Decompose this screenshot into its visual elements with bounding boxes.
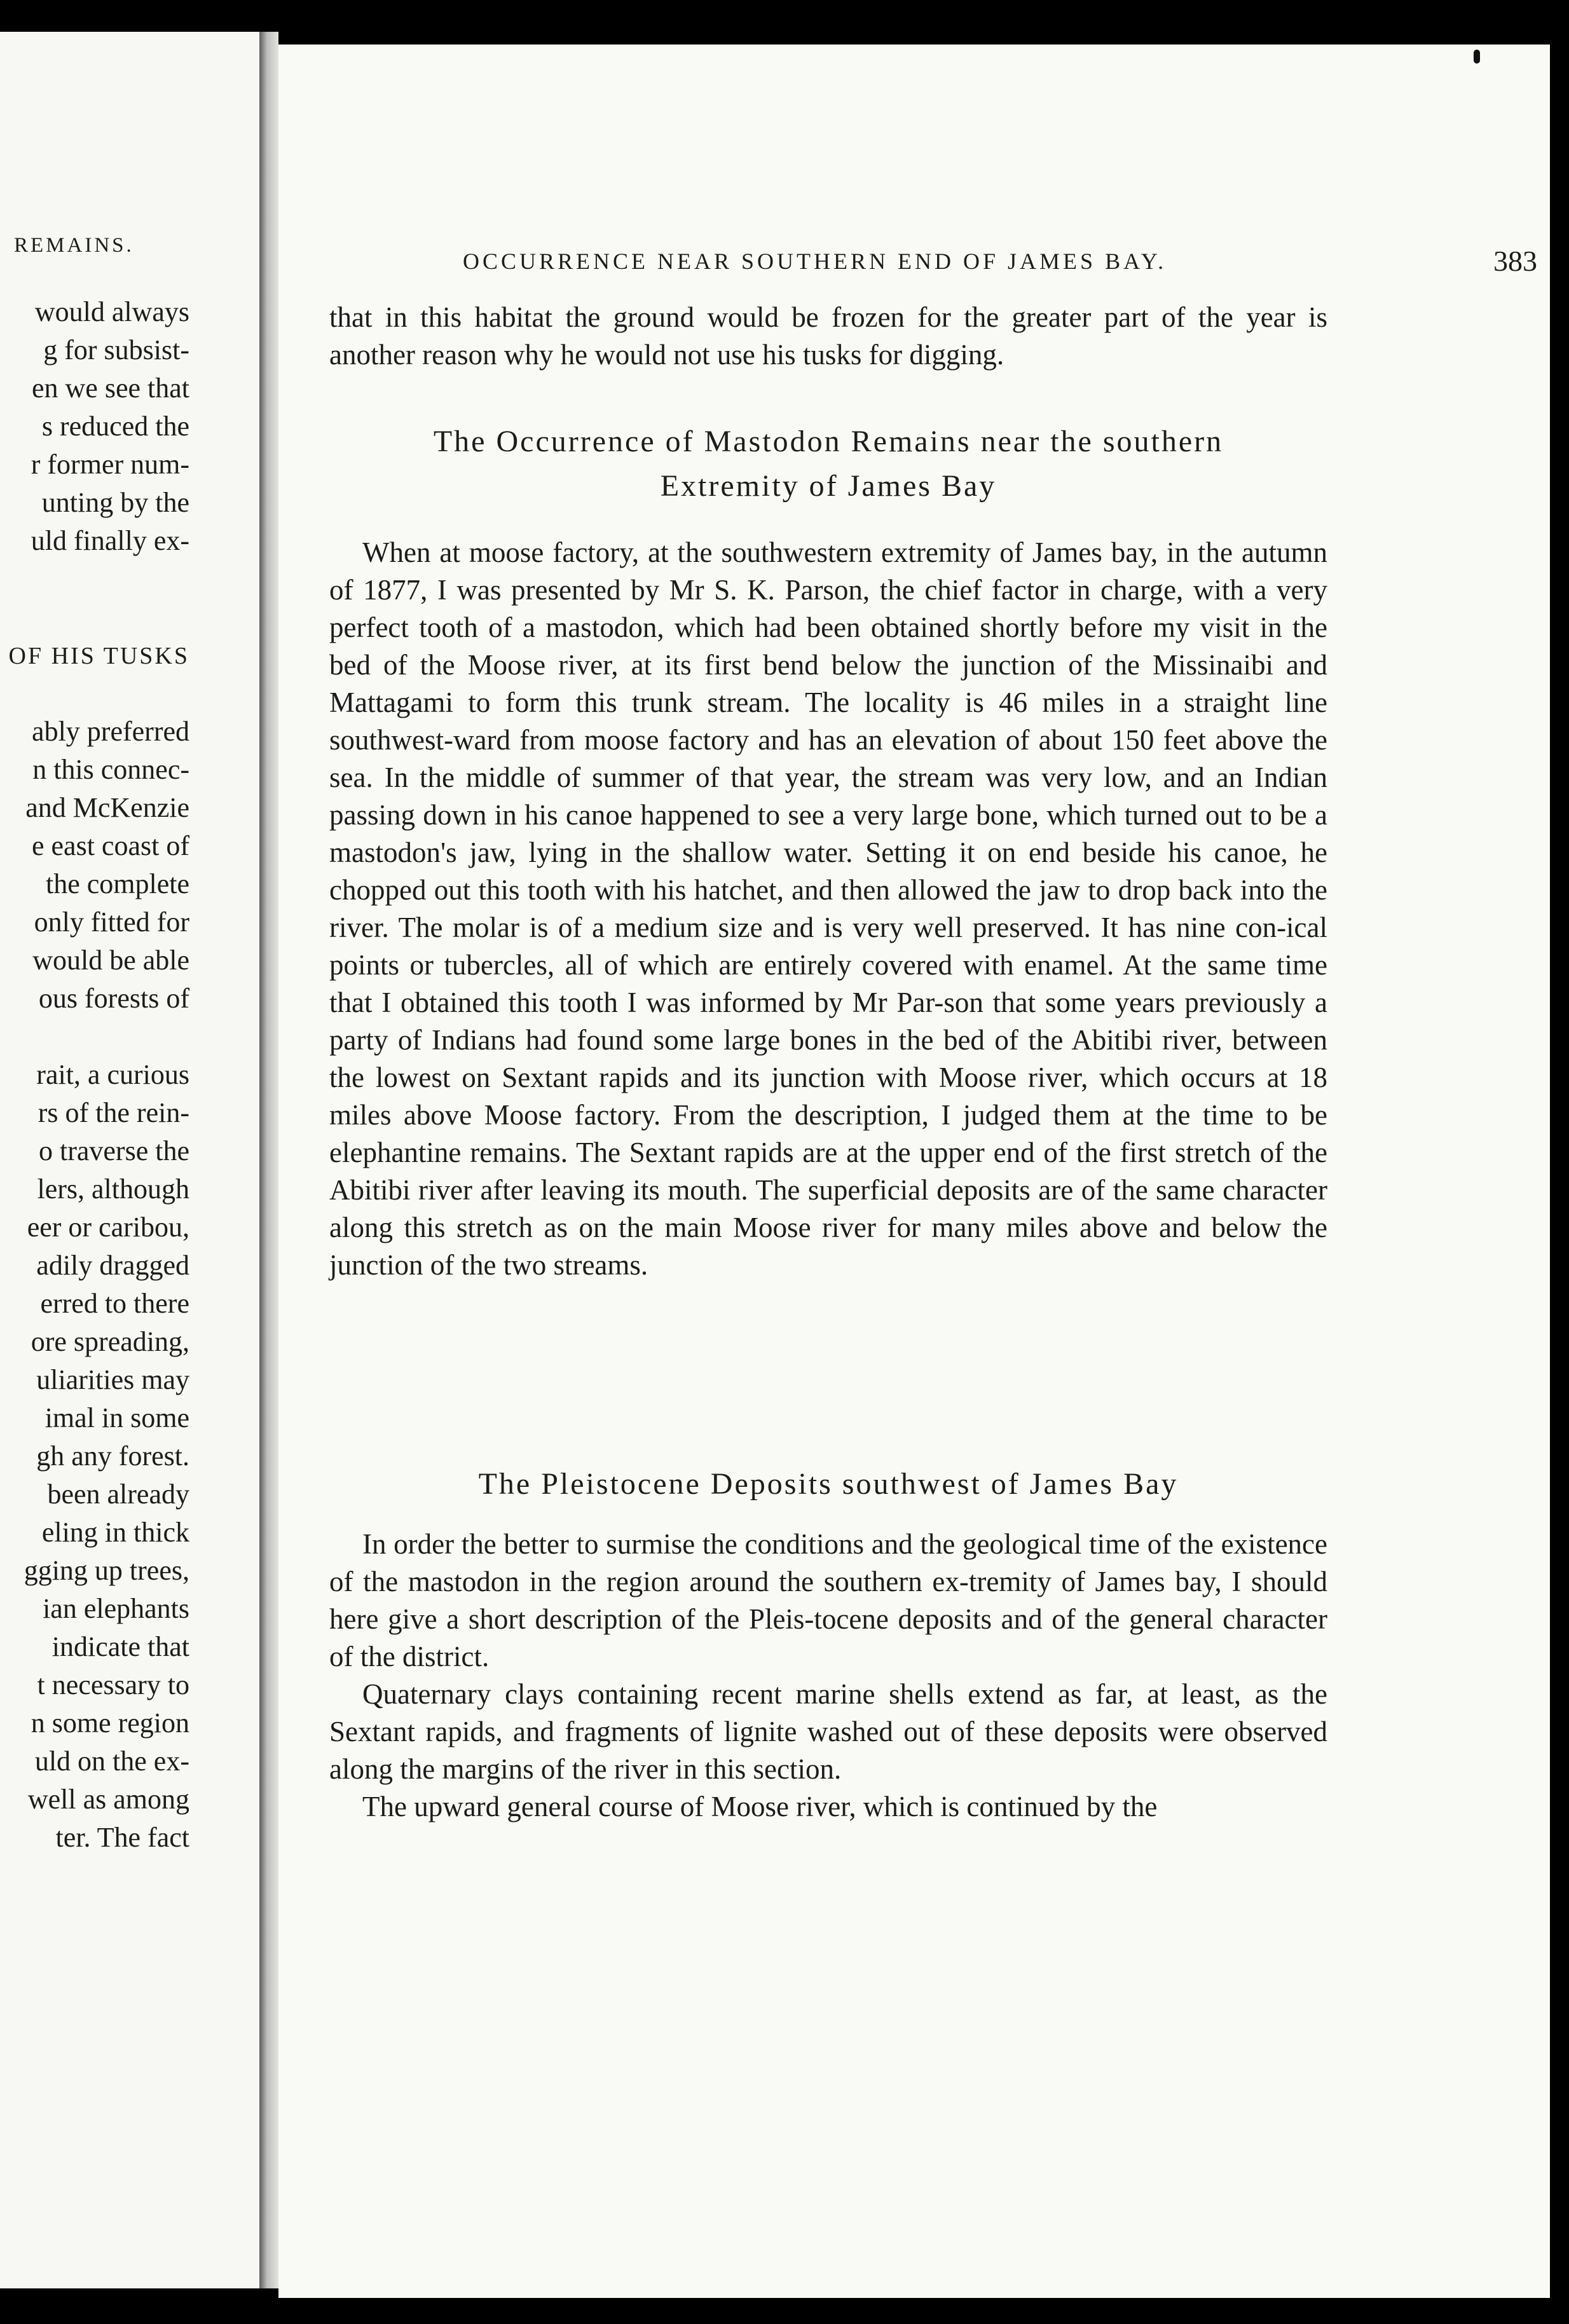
- intro-paragraph-block: [329, 299, 1327, 374]
- left-text-line: r former num-: [31, 449, 189, 480]
- left-text-line: lers, although: [37, 1173, 189, 1205]
- section2-paragraph-3: The upward general course of Moose river, which is continued by the: [362, 1791, 1158, 1822]
- section1-paragraph: When at moose factory, at the southwestern extremity of James bay, in the autumn of 1877, I was presented by Mr S. K. Parson, the chief factor in charge, with a very perfect tooth of a mastodon, which had been obtained shortly before my visit in the bed of the Moose river, at its first bend below the junction of the Missinaibi and Mattagami to form this trunk stream. The locality is 46 miles in a straight line southwest-ward from moose factory and has an elevation of about 150 feet above the sea. In the middle of summer of that year, the stream was very low, and an Indian passing down in his canoe happened to see a very large bone, which turned out to be a mastodon's jaw, lying in the shallow water. Setting it on end beside his canoe, he chopped out this tooth with his hatchet, and then allowed the jaw to drop back into the river. The molar is of a medium size and is very well preserved. It has nine con-ical points or tubercles, all of which are entirely covered with enamel. At the same time that I obtained this tooth I was informed by Mr Par-son that some years previously a party of Indians had found some large bones in the bed of the Abitibi river, between the lowest on Sextant rapids and its junction with Moose river, which occurs at 18 miles above Moose factory. From the description, I judged them at the time to be elephantine remains. The Sextant rapids are at the upper end of the first stretch of the Abitibi river after leaving its mouth. The superficial deposits are of the same character along this stretch as on the main Moose river for many miles above and below the junction of the two streams.: [329, 537, 1327, 1281]
- left-text-line: would be able: [32, 945, 189, 976]
- left-running-header: REMAINS.: [14, 234, 134, 257]
- left-text-line: t necessary to: [37, 1669, 189, 1700]
- left-text-line: uld on the ex-: [34, 1746, 189, 1777]
- page-number: 383: [1493, 245, 1537, 277]
- left-text-line: uliarities may: [36, 1364, 189, 1395]
- left-text-line: unting by the: [41, 487, 189, 518]
- left-text-line: e east coast of: [32, 830, 189, 861]
- left-section-heading: OF HIS TUSKS: [8, 643, 189, 669]
- left-text-line: s reduced the: [41, 411, 189, 442]
- section2-paragraph-2: Quaternary clays containing recent marine shells extend as far, at least, as the Sextant rapids, and fragments of lignite washed out of these deposits were observed along the margins of the river in this section.: [329, 1678, 1327, 1785]
- left-text-line: and McKenzie: [25, 792, 189, 823]
- left-text-line: erred to there: [40, 1288, 189, 1319]
- page-header: [463, 245, 1537, 286]
- section1-heading: [329, 420, 1327, 509]
- left-text-line: en we see that: [32, 373, 189, 404]
- left-text-line: ably preferred: [32, 716, 189, 747]
- left-text-line: adily dragged: [36, 1250, 189, 1281]
- left-text-line: gh any forest.: [36, 1440, 189, 1472]
- left-text-line: eling in thick: [41, 1517, 189, 1548]
- section1-heading-line1: The Occurrence of Mastodon Remains near the southern: [433, 425, 1224, 458]
- left-text-line: imal in some: [45, 1402, 189, 1433]
- left-text-line: n some region: [31, 1707, 189, 1739]
- running-title: OCCURRENCE NEAR SOUTHERN END OF JAMES BAY.: [463, 249, 1167, 274]
- left-text-line: only fitted for: [34, 906, 189, 938]
- book-gutter: [259, 32, 278, 2288]
- left-page-fragment: [0, 32, 259, 2288]
- section1-paragraph-block: [329, 534, 1327, 1284]
- section2-heading: The Pleistocene Deposits southwest of James Bay: [478, 1467, 1179, 1501]
- left-text-line: gging up trees,: [24, 1555, 189, 1586]
- left-text-line: ter. The fact: [55, 1822, 189, 1853]
- section1-heading-line2: Extremity of James Bay: [660, 469, 997, 503]
- left-text-line: ore spreading,: [31, 1326, 189, 1357]
- left-text-line: well as among: [27, 1784, 189, 1815]
- section2-paragraph-1: In order the better to surmise the conditions and the geological time of the existence of the mastodon in the region around the southern ex-tremity of James bay, I should here give a short description of the Pleis-tocene deposits and of the general character of the district.: [329, 1528, 1327, 1672]
- intro-paragraph: that in this habitat the ground would be frozen for the greater part of the year is another reason why he would not use his tusks for digging.: [329, 301, 1327, 371]
- left-text-line: rait, a curious: [36, 1059, 189, 1090]
- right-page: [278, 44, 1550, 2298]
- left-text-line: the complete: [45, 868, 189, 899]
- left-text-line: g for subsist-: [43, 334, 189, 366]
- ink-speck: [1474, 50, 1480, 64]
- left-text-line: uld finally ex-: [31, 525, 189, 556]
- left-text-line: rs of the rein-: [38, 1097, 189, 1128]
- left-text-line: eer or caribou,: [27, 1212, 189, 1243]
- left-text-line: been already: [47, 1479, 189, 1510]
- left-text-line: indicate that: [51, 1631, 189, 1662]
- left-text-line: o traverse the: [39, 1135, 189, 1166]
- left-text-line: ian elephants: [43, 1593, 189, 1624]
- left-text-line: ous forests of: [38, 983, 189, 1014]
- left-text-line: would always: [34, 296, 189, 327]
- left-text-line: n this connec-: [32, 754, 189, 785]
- section2-paragraphs: [329, 1526, 1327, 1826]
